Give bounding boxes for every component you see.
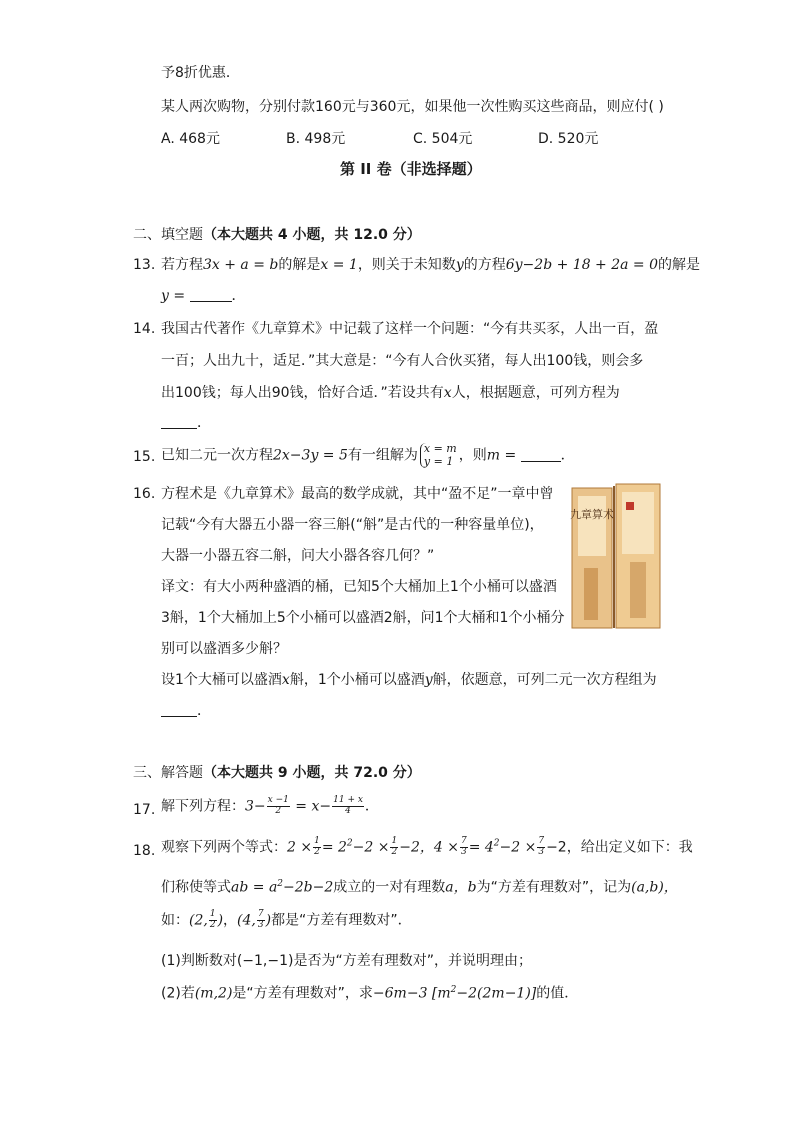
q18-eq: −2b−2 (283, 879, 334, 896)
q16-number: 16. (133, 486, 156, 502)
q18-pair: (m,2) (194, 985, 233, 1002)
q18-text: 观察下列两个等式： (161, 839, 287, 856)
fraction-numerator: 7 (460, 836, 467, 846)
q13-eq1: 3x + a = b (203, 257, 279, 273)
q18-pair: (2, (189, 912, 208, 929)
fraction-numerator: 11 + x (333, 795, 363, 805)
q17-number: 17. (133, 802, 156, 818)
q16-line7 (161, 673, 657, 687)
q13-eq3: 6y−2b + 18 + 2a = 0 (505, 257, 659, 273)
q15-system (420, 443, 457, 468)
q18-line1 (161, 837, 693, 858)
q14-line2: 一百；人出九十，适足．”其大意是：“今有人合伙买猪，每人出100钱，则会多 (161, 353, 644, 369)
q15-period: ． (560, 447, 575, 464)
part2-title: 第 II 卷（非选择题） (340, 160, 482, 178)
q15-line (161, 443, 575, 468)
q13-text: 的解是 (658, 257, 701, 273)
q12-option-a: A. 468元 (161, 131, 220, 147)
q18-text: 为“方差有理数对”，记为 (476, 879, 632, 896)
fraction-denominator: 2 (314, 846, 320, 857)
q16-text: 设1个大桶可以盛酒 (161, 672, 282, 688)
q18-term: 4 × (433, 839, 459, 856)
fraction-denominator: 3 (538, 846, 545, 857)
q16-line4: 译文：有大小两种盛酒的桶，已知5个大桶加上1个小桶可以盛酒 (161, 579, 557, 595)
section3-detail: （本大题共 9 小题，共 72.0 分） (203, 765, 421, 781)
q18-pair: (4, (237, 912, 256, 929)
q18-line3 (161, 910, 412, 931)
answer-blank[interactable] (521, 449, 561, 462)
q18-pair: ) (217, 912, 224, 929)
q14-number: 14. (133, 321, 156, 337)
q18-fraction-seven-thirds (257, 910, 265, 931)
q16-line8 (161, 704, 211, 718)
book-illustration (570, 482, 662, 632)
q13-text: 若方程 (161, 257, 203, 273)
q16-period: ． (197, 703, 211, 719)
q18-text: −2，给出定义如下：我 (546, 839, 693, 856)
section2-detail: （本大题共 4 小题，共 12.0 分） (203, 227, 421, 243)
q18-pair: (a,b)， (631, 879, 678, 896)
q16-line3: 大器一小器五容二斛，问大小器各容几何？” (161, 548, 435, 564)
q17-term: = x− (290, 798, 332, 815)
q18-line2 (161, 880, 678, 895)
q18-term: = 4 (468, 839, 494, 856)
q16-line6: 别可以盛酒多少斛？ (161, 641, 287, 657)
q18-fraction-half (209, 910, 217, 931)
q18-text: 的值． (536, 985, 579, 1002)
q12-line2: 某人两次购物，分别付款160元与360元，如果他一次性购买这些商品，则应付( ) (161, 99, 664, 115)
q13-number: 13. (133, 257, 156, 273)
q13-eq2: x = 1 (320, 257, 358, 273)
section3-heading (133, 766, 421, 780)
q18-pair: ) (265, 912, 272, 929)
q18-text: 是“方差有理数对”，求 (232, 985, 373, 1002)
q17-line (161, 796, 379, 817)
q18-part2 (161, 986, 578, 1001)
fraction-denominator: 2 (209, 919, 216, 930)
q15-text: ，则 (458, 447, 487, 464)
q18-part1: (1)判断数对(−1,−1)是否为“方差有理数对”，并说明理由； (161, 953, 532, 969)
q16-line5: 3斛，1个大桶加上5个小桶可以盛酒2斛，问1个大桶和1个小桶分 (161, 610, 565, 626)
q13-text: 的解是 (278, 257, 321, 273)
section2-heading (133, 228, 421, 242)
q13-line2 (161, 289, 246, 303)
q18-text: (2)若 (161, 985, 195, 1002)
q18-text: 们称使等式 (161, 879, 231, 896)
q15-row1: x = m (423, 442, 457, 455)
q18-fraction-seven-thirds (460, 837, 468, 858)
q18-fraction-seven-thirds (537, 837, 545, 858)
fraction-denominator: 2 (275, 805, 282, 816)
fraction-denominator: 4 (345, 805, 351, 816)
book-title-text: 九章算术 (570, 508, 614, 521)
answer-blank[interactable] (161, 416, 197, 429)
q16-text: 斛，1个小桶可以盛酒 (289, 672, 425, 688)
q13-text: ，则关于未知数 (357, 257, 456, 273)
fraction-numerator: x −1 (267, 795, 289, 805)
answer-blank[interactable] (161, 704, 197, 717)
q14-var: x (443, 385, 452, 401)
section3-head: 三、解答题 (133, 765, 203, 781)
q14-text: 人，根据题意，可列方程为 (451, 385, 620, 401)
answer-blank[interactable] (190, 289, 232, 302)
q18-exponent: 2 (450, 985, 457, 995)
q18-text: 成立的一对有理数 (333, 879, 446, 896)
q15-eq: 2x−3y = 5 (273, 447, 348, 464)
q17-period: ． (364, 798, 379, 815)
q16-var: y (424, 672, 433, 688)
q16-line1: 方程术是《九章算术》最高的数学成就，其中“盈不足”一章中曾 (161, 486, 554, 502)
q18-exponent: 2 (277, 879, 284, 889)
q17-text: 解下列方程： (161, 798, 245, 815)
q18-text: 都是“方差有理数对”． (271, 912, 412, 929)
q18-text: 如： (161, 912, 189, 929)
q18-term: = 2 (321, 839, 347, 856)
q18-text: ， (223, 912, 238, 929)
q14-line1: 我国古代著作《九章算术》中记载了这样一个问题：“今有共买豕，人出一百，盈 (161, 321, 659, 337)
q17-fraction-2 (332, 796, 364, 817)
fraction-denominator: 3 (257, 919, 264, 930)
q17-term: 3− (245, 798, 266, 815)
q18-exponent: 2 (493, 838, 500, 849)
q15-text: 有一组解为 (347, 447, 418, 464)
q18-eq: ab = a (231, 879, 278, 896)
q14-line3 (161, 386, 620, 400)
fraction-denominator: 3 (460, 846, 467, 857)
section2-head: 二、填空题 (133, 227, 203, 243)
q16-var: x (281, 672, 290, 688)
fraction-numerator: 1 (209, 909, 216, 919)
fraction-numerator: 7 (538, 836, 545, 846)
q18-term: −2， (399, 839, 434, 856)
q13-period: ． (231, 288, 246, 304)
q18-term: −2 × (352, 839, 390, 856)
q12-option-b: B. 498元 (286, 131, 346, 147)
q14-period: ． (197, 415, 211, 431)
q15-answer-label: m = (486, 447, 517, 464)
q16-text: 斛，依题意，可列二元一次方程组为 (432, 672, 657, 688)
q13-line1 (161, 258, 700, 272)
fraction-numerator: 7 (257, 909, 264, 919)
fraction-denominator: 2 (391, 846, 398, 857)
q13-answer-label: y = (161, 288, 186, 304)
q18-vars: a，b (445, 879, 477, 896)
q18-expr: −2(2m−1)] (456, 985, 537, 1002)
q17-fraction-1 (267, 796, 290, 817)
q18-expr: −6m−3 [m (372, 985, 451, 1002)
q12-option-d: D. 520元 (538, 131, 599, 147)
q13-text: 的方程 (463, 257, 506, 273)
q13-var: y (455, 257, 464, 273)
q12-line1: 予8折优惠． (161, 65, 240, 81)
q18-fraction-half (390, 837, 398, 858)
q14-line4 (161, 416, 211, 430)
q14-text: 出100钱；每人出90钱，恰好合适．”若设共有 (161, 385, 444, 401)
q12-option-c: C. 504元 (413, 131, 473, 147)
q18-exponent: 2 (346, 838, 353, 849)
fraction-numerator: 1 (391, 836, 398, 846)
q15-number: 15. (133, 449, 156, 465)
q15-row2: y = 1 (423, 454, 454, 468)
q16-line2: 记载“今有大器五小器一容三斛(“斛”是古代的一种容量单位)， (161, 517, 544, 533)
q18-term: 2 × (287, 839, 313, 856)
q18-number: 18. (133, 843, 156, 859)
q15-text: 已知二元一次方程 (161, 447, 273, 464)
q18-fraction-half (313, 837, 321, 858)
q18-term: −2 × (499, 839, 537, 856)
fraction-numerator: 1 (314, 836, 320, 846)
